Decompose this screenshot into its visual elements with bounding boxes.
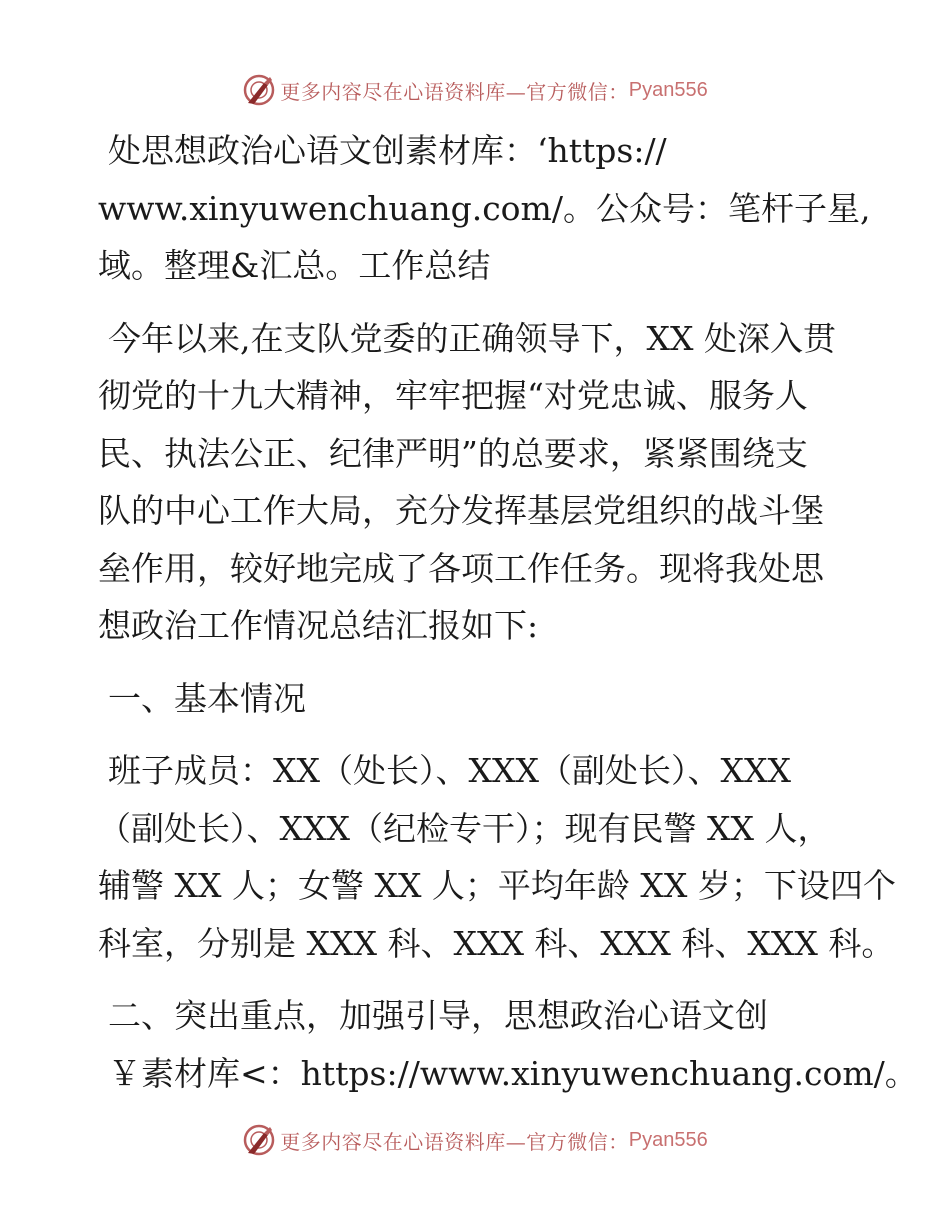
- paragraph-intro: [0, 122, 950, 295]
- text-line: 班子成员：XX（处长）、XXX（副处长）、XXX: [108, 751, 791, 790]
- text-line: ￥素材库<：https://www.xinyuwenchuang.com/。: [108, 1053, 918, 1093]
- heading-line: 二、突出重点，加强引导，思想政治心语文创: [108, 996, 768, 1035]
- text-line: 域。整理&汇总。工作总结: [98, 246, 491, 285]
- pen-logo-icon: [242, 1123, 276, 1157]
- text-line: （副处长）、XXX（纪检专干）；现有民警 XX 人，: [98, 808, 831, 848]
- document-body: [0, 122, 950, 1102]
- heading-line: 一、基本情况: [108, 678, 306, 718]
- section-heading-basic: [0, 670, 950, 728]
- text-line: 垒作用，较好地完成了各项工作任务。现将我处思: [98, 548, 824, 588]
- text-line: 想政治工作情况总结汇报如下:: [98, 606, 539, 645]
- banner-text: 更多内容尽在心语资料库—官方微信：: [280, 79, 629, 104]
- paragraph-summary: [0, 310, 950, 655]
- text-line: 科室，分别是 XXX 科、XXX 科、XXX 科、XXX 科。: [98, 923, 895, 963]
- header-watermark-banner: [0, 70, 950, 110]
- text-line: 处思想政治心语文创素材库：‘https://: [108, 131, 667, 170]
- text-line: www.xinyuwenchuang.com/。公众号：笔杆子星,: [98, 188, 871, 228]
- pen-logo-icon: [242, 73, 276, 107]
- footer-watermark-banner: [0, 1120, 950, 1160]
- banner-wechat-id: Pyan556: [628, 1128, 708, 1151]
- paragraph-members: [0, 742, 950, 972]
- banner-wechat-id: Pyan556: [628, 78, 708, 101]
- banner-text: 更多内容尽在心语资料库—官方微信：: [280, 1129, 629, 1154]
- text-line: 辅警 XX 人；女警 XX 人；平均年龄 XX 岁；下设四个: [98, 866, 896, 905]
- text-line: 今年以来,在支队党委的正确领导下，XX 处深入贯: [108, 318, 836, 358]
- text-line: 彻党的十九大精神，牢牢把握“对党忠诚、服务人: [98, 376, 808, 415]
- text-line: 队的中心工作大局，充分发挥基层党组织的战斗堡: [98, 491, 824, 530]
- text-line: 民、执法公正、纪律严明”的总要求，紧紧围绕支: [98, 433, 808, 473]
- section-heading-focus: [0, 987, 950, 1102]
